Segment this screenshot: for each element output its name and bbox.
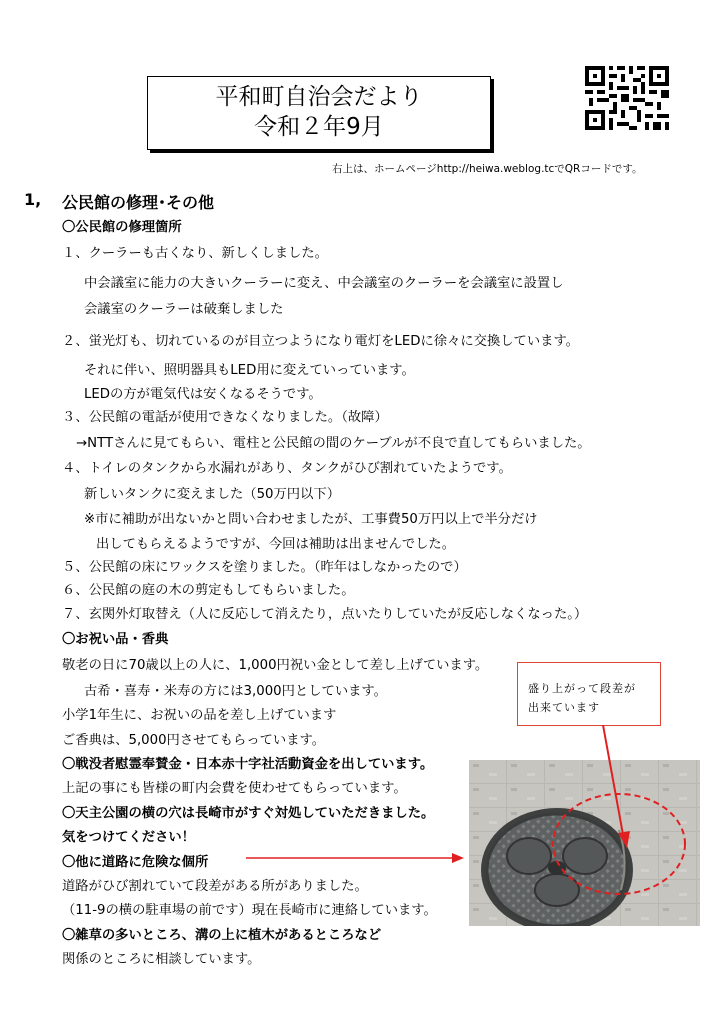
manhole-photo — [469, 760, 700, 926]
text-line: ※市に補助が出ないかと問い合わせましたが、工事費50万円以上で半分だけ — [84, 512, 538, 527]
note-line1: 盛り上がって段差が — [528, 682, 636, 695]
text-line: ３、公民館の電話が使用できなくなりました。（故障） — [62, 410, 388, 425]
text-line: それに伴い、照明器具もLED用に変えていっています。 — [84, 363, 415, 378]
text-line: 上記の事にも皆様の町内会費を使わせてもらっています。 — [62, 781, 407, 796]
text-line: 新しいタンクに変えました（50万円以下） — [84, 487, 340, 502]
text-line: ７、玄関外灯取替え（人に反応して消えたり，点いたりしていたが反応しなくなった。） — [62, 607, 588, 622]
subheading-weeds: 〇雑草の多いところ、溝の上に植木があるところなど — [62, 928, 382, 943]
text-line: ５、公民館の床にワックスを塗りました。（昨年はしなかったので） — [62, 560, 467, 575]
qr-code-icon[interactable] — [585, 66, 669, 130]
subheading-repairs: 〇公民館の修理箇所 — [62, 220, 182, 235]
text-line: ２、蛍光灯も、切れているのが目立つようになり電灯をLEDに徐々に交換しています。 — [62, 334, 579, 349]
title-box — [147, 76, 491, 150]
text-line: １、クーラーも古くなり、新しくしました。 — [62, 246, 328, 261]
text-line: ４、トイレのタンクから水漏れがあり、タンクがひび割れていたようです。 — [62, 461, 512, 476]
text-line: ６、公民館の庭の木の剪定もしてもらいました。 — [62, 583, 355, 598]
text-line: （11-9の横の駐車場の前です）現在長崎市に連絡しています。 — [62, 903, 437, 918]
subheading-donations: 〇戦没者慰霊奉賛金・日本赤十字社活動資金を出しています。 — [62, 757, 434, 772]
subheading-gifts: 〇お祝い品・香典 — [62, 632, 169, 647]
warning-text: 気をつけてください！ — [62, 830, 195, 845]
text-line: 小学1年生に、お祝いの品を差し上げています — [62, 708, 337, 723]
qr-note: 右上は、ホームページhttp://heiwa.weblog.tcでQRコードです。 — [332, 163, 643, 175]
subheading-park: 〇天主公園の横の穴は長崎市がすぐ対処していただきました。 — [62, 806, 435, 821]
text-line: 敬老の日に70歳以上の人に、1,000円祝い金として差し上げています。 — [62, 658, 489, 673]
text-line: 道路がひび割れていて段差がある所がありました。 — [62, 879, 368, 894]
text-line: 会議室のクーラーは破棄しました — [84, 302, 284, 317]
text-line: ご香典は、5,000円させてもらっています。 — [62, 733, 326, 748]
text-line: 古希・喜寿・米寿の方には3,000円としています。 — [84, 684, 387, 699]
text-line: →NTTさんに見てもらい、電柱と公民館の間のケーブルが不良で直してもらいました。 — [76, 436, 591, 451]
title-line2: 令和２年9月 — [254, 114, 384, 140]
text-line: 関係のところに相談しています。 — [62, 952, 261, 967]
section-title: 公民館の修理･その他 — [62, 193, 215, 212]
callout-note — [517, 662, 661, 726]
text-line: LEDの方が電気代は安くなるそうです。 — [84, 387, 322, 402]
title-line1: 平和町自治会だより — [215, 84, 423, 110]
text-line: 中会議室に能力の大きいクーラーに変え、中会議室のクーラーを会議室に設置し — [84, 276, 564, 291]
text-line: 出してもらえるようですが、今回は補助は出ませんでした。 — [96, 537, 456, 552]
subheading-road: 〇他に道路に危険な個所 — [62, 855, 209, 870]
note-line2: 出来ています — [528, 701, 600, 714]
section-number: 1, — [24, 190, 42, 209]
